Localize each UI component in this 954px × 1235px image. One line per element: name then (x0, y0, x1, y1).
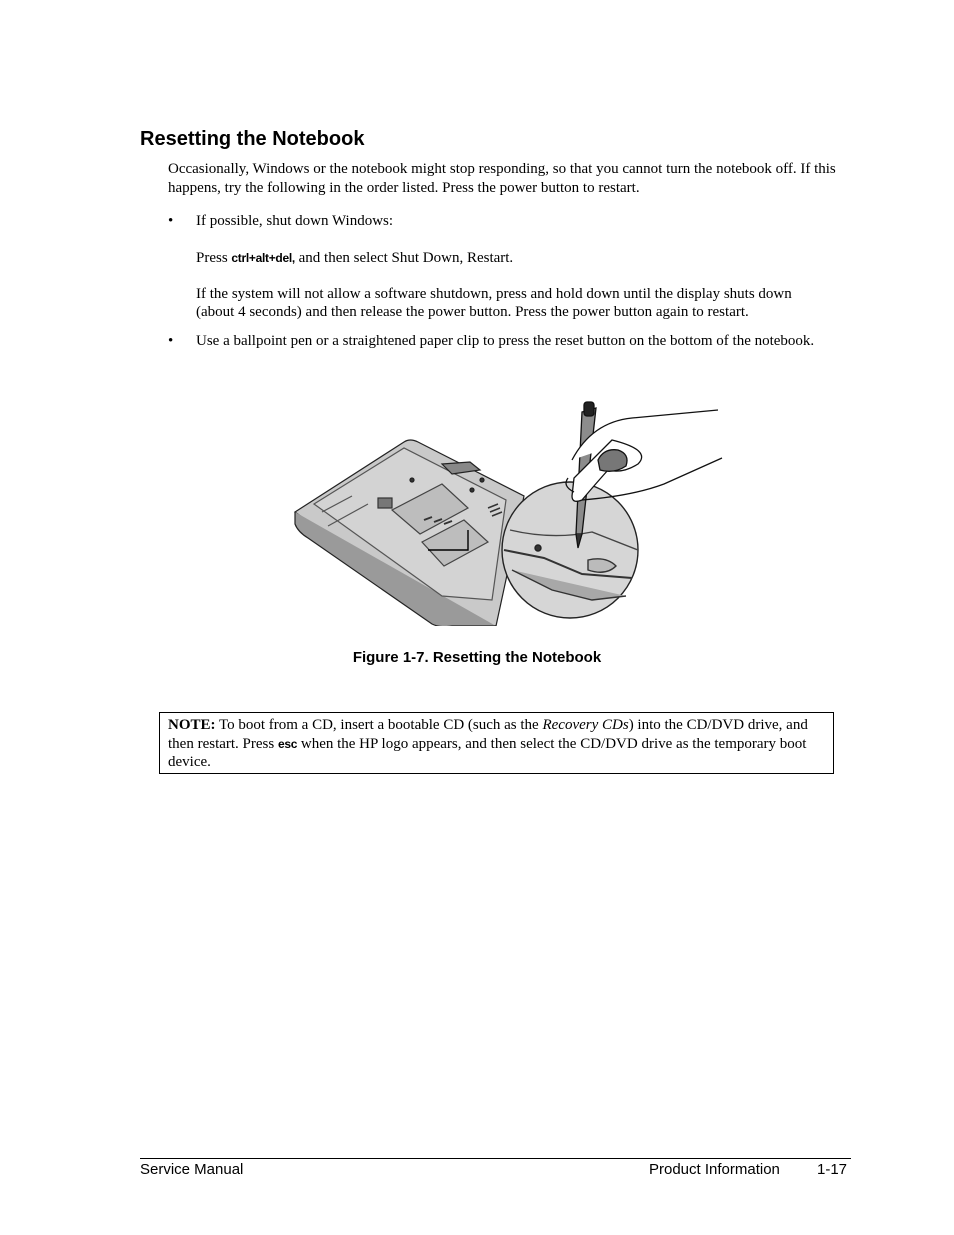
figure-caption: Figure 1-7. Resetting the Notebook (352, 649, 602, 666)
ctrl-alt-del-key: ctrl+alt+del, (231, 251, 295, 265)
magnified-reset-detail (502, 482, 638, 618)
footer-page-number: 1-17 (817, 1161, 848, 1178)
note-part-3: when the HP logo appears, and then select the CD/DVD drive as the temporary boot device. (168, 735, 807, 770)
press-suffix: and then select Shut Down, Restart. (294, 250, 514, 266)
note-text (168, 716, 825, 772)
intro-paragraph: Occasionally, Windows or the notebook might stop responding, so that you cannot turn the notebook off. If this happens, try the following in the order listed. Press the power button to restart. (168, 161, 836, 196)
hold-power-line-1: If the system will not allow a software shutdown, press and hold down until the display shuts down (196, 286, 792, 302)
note-label: NOTE: (168, 717, 216, 733)
esc-key: esc (277, 736, 298, 751)
bullet-marker: • (168, 333, 174, 349)
footer-section: Product Information (649, 1161, 780, 1178)
note-box (159, 712, 834, 774)
press-ctrl-alt-del-line (196, 249, 513, 268)
press-prefix: Press (196, 250, 232, 266)
notebook-reset-illustration (292, 400, 724, 626)
notebook-bottom-drawing (295, 440, 524, 626)
bullet-marker: • (168, 213, 174, 229)
bullet-shutdown-windows: If possible, shut down Windows: (196, 213, 394, 229)
footer-rule (140, 1158, 851, 1159)
recovery-cds-text: Recovery CDs (542, 717, 629, 733)
note-part-2: ) into the CD/DVD drive, and then restart. Press (168, 717, 808, 752)
page-heading: Resetting the Notebook (140, 128, 365, 150)
bullet-reset-button: Use a ballpoint pen or a straightened paper clip to press the reset button on the bottom of the notebook. (196, 333, 815, 349)
note-part-1: To boot from a CD, insert a bootable CD (such as the (215, 717, 543, 733)
footer-manual-title: Service Manual (140, 1161, 244, 1178)
hold-power-line-2: (about 4 seconds) and then release the power button. Press the power button again to restart. (196, 304, 749, 320)
